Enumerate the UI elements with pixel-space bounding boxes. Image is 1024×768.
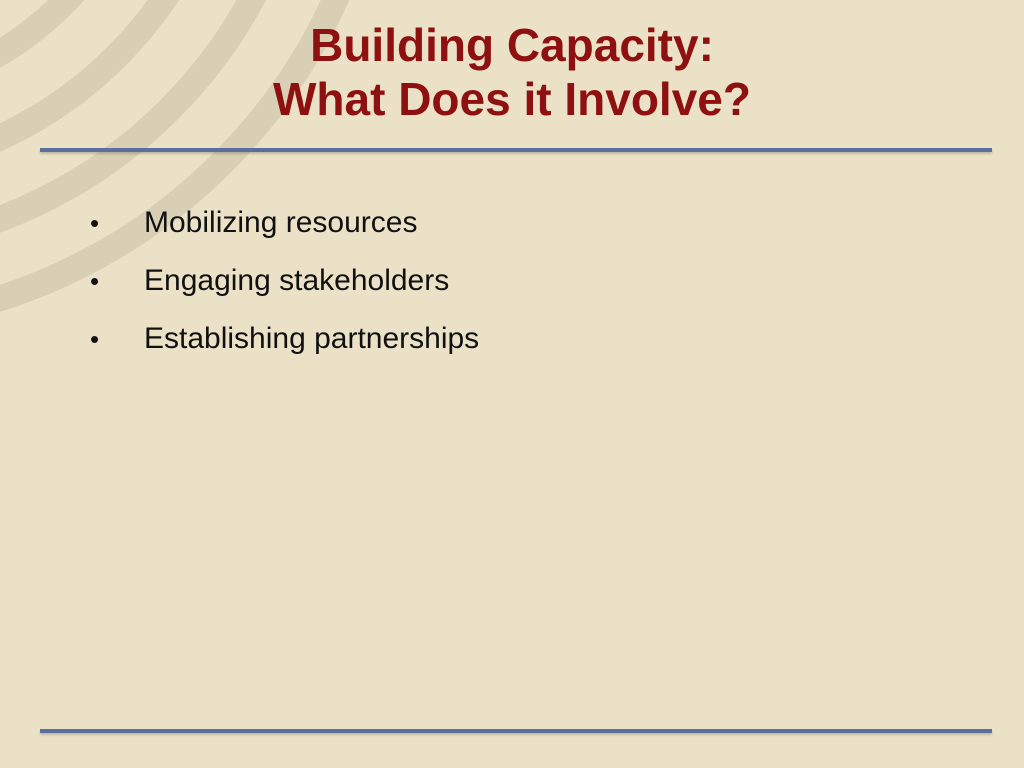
list-item: [90, 322, 479, 380]
slide-title: [0, 18, 1024, 126]
title-line-2: What Does it Involve?: [273, 73, 751, 125]
bullet-glyph: •: [90, 324, 100, 354]
bullet-text: Engaging stakeholders: [144, 264, 450, 297]
bottom-divider: [40, 729, 992, 733]
bullet-glyph: •: [90, 266, 100, 296]
bullet-list: [90, 206, 479, 380]
list-item: [90, 206, 479, 264]
list-item: [90, 264, 479, 322]
title-line-1: Building Capacity:: [310, 19, 714, 71]
bullet-text: Establishing partnerships: [144, 322, 480, 355]
bullet-text: Mobilizing resources: [144, 206, 418, 239]
bullet-glyph: •: [90, 208, 100, 238]
top-divider: [40, 148, 992, 152]
